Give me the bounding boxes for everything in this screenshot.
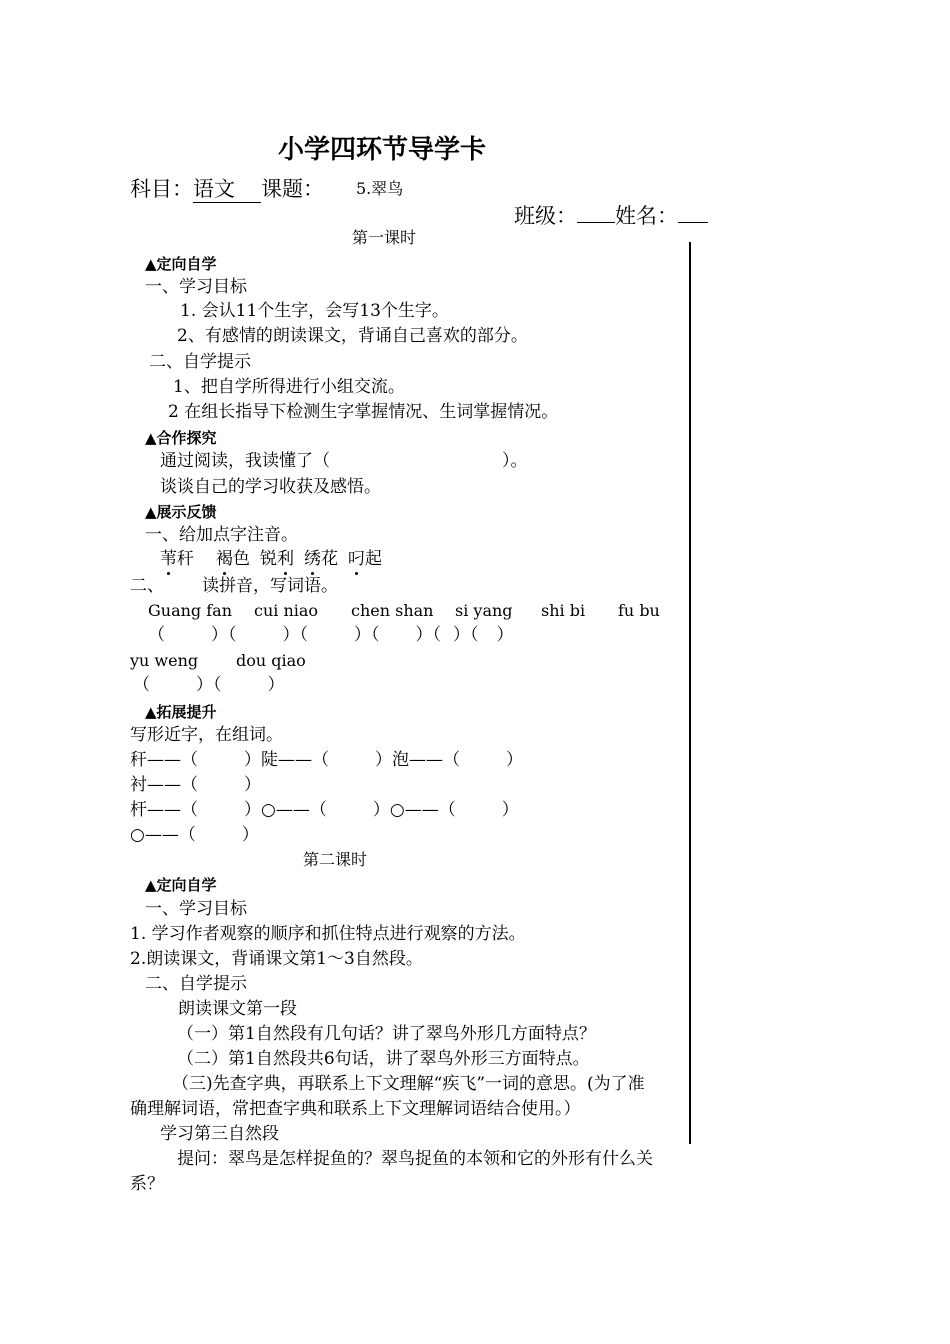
similar-char-row: ○——（ ） [130, 825, 259, 845]
class-label: 班级： [514, 204, 577, 228]
pinyin: dou qiao [236, 651, 306, 670]
lesson2-question-1: （一）第1自然段有几句话？讲了翠鸟外形几方面特点？ [177, 1024, 596, 1044]
class-name-line [514, 200, 708, 229]
topic-value: 5.翠鸟 [356, 179, 404, 198]
show-line-2-text: 读拼音，写词语。 [202, 576, 338, 596]
coop-line-2: 谈谈自己的学习收获及感悟。 [160, 477, 381, 497]
subject-value: 语文 [193, 176, 261, 203]
lesson2-tip-heading: 二、自学提示 [145, 974, 247, 994]
pinyin: shi bi [541, 601, 586, 620]
topic-label: 课题： [261, 177, 324, 201]
lesson1-heading: 第一课时 [352, 228, 417, 247]
pinyin: yu weng [130, 651, 199, 670]
pinyin: si yang [455, 601, 513, 620]
lesson2-read-1: 朗读课文第一段 [178, 999, 297, 1019]
pinyin: Guang fan [148, 601, 233, 620]
lesson1-tip-heading: 二、自学提示 [149, 352, 251, 372]
pinyin: cui niao [254, 601, 319, 620]
name-blank[interactable] [678, 200, 708, 223]
similar-char-row: 衬——（ ） [130, 775, 261, 795]
lesson1-section-self-study: ▲定向自学 [145, 255, 217, 273]
word-char: 苇 [160, 549, 177, 569]
lesson2-goal-2: 2.朗读课文，背诵课文第1～3自然段。 [130, 949, 423, 969]
word-char: 秆 [177, 549, 194, 569]
lesson2-ask-line-1: 提问：翠鸟是怎样捉鱼的？翠鸟捉鱼的本领和它的外形有什么关 [177, 1149, 653, 1169]
similar-char-row: 秆——（ ）陡——（ ）泡——（ ） [130, 750, 523, 770]
coop-line-1-end: ）。 [502, 451, 528, 471]
word-char: 利 [277, 549, 294, 569]
coop-line-1-start: 通过阅读，我读懂了（ [160, 451, 330, 471]
lesson2-goal-heading: 一、学习目标 [145, 899, 247, 919]
lesson1-tip-1: 1、把自学所得进行小组交流。 [173, 377, 405, 397]
pinyin-answer-row-1: （ ）（ ）（ ）（ ）（ ）（ ） [148, 625, 514, 645]
lesson2-ask-line-2: 系？ [130, 1174, 164, 1194]
extend-intro: 写形近字，在组词。 [130, 725, 283, 745]
word-char: 绣 [304, 549, 321, 569]
class-blank[interactable] [577, 200, 615, 223]
lesson2-question-3-line-1: （三)先查字典，再联系上下文理解“疾飞”一词的意思。(为了准 [172, 1074, 645, 1094]
lesson1-section-show: ▲展示反馈 [145, 503, 217, 521]
lesson2-section-self-study: ▲定向自学 [145, 876, 217, 894]
word-char: 起 [365, 549, 382, 569]
pinyin: fu bu [618, 601, 660, 620]
lesson1-tip-2: 2 在组长指导下检测生字掌握情况、生词掌握情况。 [168, 402, 559, 422]
page-title: 小学四环节导学卡 [278, 135, 487, 165]
dotted-words [160, 548, 382, 570]
word-char: 花 [321, 549, 338, 569]
vertical-divider [689, 242, 691, 1144]
lesson2-read-3: 学习第三自然段 [160, 1124, 279, 1144]
pinyin: chen shan [351, 601, 434, 620]
coop-line-1 [160, 450, 528, 472]
lesson2-heading: 第二课时 [303, 850, 368, 869]
lesson1-goal-heading: 一、学习目标 [145, 277, 247, 297]
pinyin-answer-row-2: （ ）（ ） [133, 675, 285, 695]
lesson1-goal-1: 1. 会认11个生字，会写13个生字。 [180, 301, 449, 321]
word-char: 叼 [348, 549, 365, 569]
show-line-2-num: 二、 [130, 576, 164, 596]
subject-line [130, 176, 324, 203]
word-char: 褐 [216, 549, 233, 569]
word-char: 锐 [260, 549, 277, 569]
name-label: 姓名： [615, 204, 678, 228]
show-line-1: 一、给加点字注音。 [145, 525, 298, 545]
lesson1-section-extend: ▲拓展提升 [145, 703, 217, 721]
similar-char-row: 杆——（ ）○——（ ）○——（ ） [130, 800, 519, 820]
lesson2-goal-1: 1. 学习作者观察的顺序和抓住特点进行观察的方法。 [130, 924, 526, 944]
lesson2-question-3-line-2: 确理解词语，常把查字典和联系上下文理解词语结合使用。） [130, 1099, 581, 1119]
lesson2-question-2: （二）第1自然段共6句话，讲了翠鸟外形三方面特点。 [177, 1049, 590, 1069]
word-char: 色 [233, 549, 250, 569]
lesson1-goal-2: 2、有感情的朗读课文，背诵自己喜欢的部分。 [177, 326, 528, 346]
lesson1-section-cooperate: ▲合作探究 [145, 429, 217, 447]
subject-label: 科目： [130, 177, 193, 201]
